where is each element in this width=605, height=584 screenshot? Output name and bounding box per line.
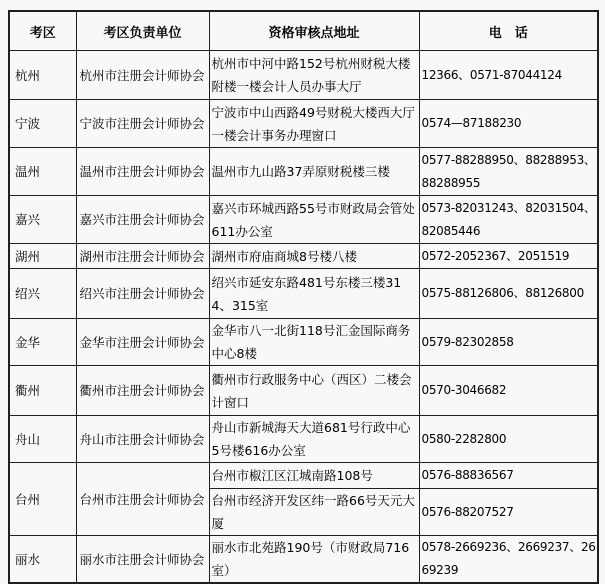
address-cell: 舟山市新城海天大道681号行政中心5号楼616办公室: [209, 416, 419, 463]
col-header-unit: 考区负责单位: [76, 11, 209, 51]
phone-cell: 0572-2052367、2051519: [419, 244, 598, 269]
table-row-taizhou-1: [9, 463, 598, 489]
address-cell: 台州市经济开发区纬一路66号天元大厦: [209, 489, 419, 536]
unit-cell: 绍兴市注册会计师协会: [76, 269, 209, 319]
table-row-lishui: [9, 536, 598, 584]
region-cell: 金华: [9, 319, 76, 366]
header-row: [9, 11, 598, 51]
address-cell: 杭州市中河中路152号杭州财税大楼附楼一楼会计人员办事大厅: [209, 51, 419, 100]
phone-cell: 0576-88836567: [419, 463, 598, 489]
unit-cell: 金华市注册会计师协会: [76, 319, 209, 366]
address-cell: 湖州市府庙商城8号楼八楼: [209, 244, 419, 269]
address-cell: 温州市九山路37弄原财税楼三楼: [209, 148, 419, 196]
table-row-jinhua: [9, 319, 598, 366]
table-row-ningbo: [9, 100, 598, 148]
phone-cell: 0577-88288950、88288953、88288955: [419, 148, 598, 196]
col-header-address: 资格审核点地址: [209, 11, 419, 51]
region-cell: 衢州: [9, 366, 76, 416]
region-cell: 温州: [9, 148, 76, 196]
region-cell: 舟山: [9, 416, 76, 463]
unit-cell: 湖州市注册会计师协会: [76, 244, 209, 269]
region-cell: 绍兴: [9, 269, 76, 319]
unit-cell: 丽水市注册会计师协会: [76, 536, 209, 584]
unit-cell: 舟山市注册会计师协会: [76, 416, 209, 463]
address-cell: 宁波市中山西路49号财税大楼西大厅一楼会计事务办理窗口: [209, 100, 419, 148]
phone-cell: 0579-82302858: [419, 319, 598, 366]
address-cell: 嘉兴市环城西路55号市财政局会管处611办公室: [209, 196, 419, 244]
table-row-hangzhou: [9, 51, 598, 100]
phone-cell: 0573-82031243、82031504、82085446: [419, 196, 598, 244]
unit-cell: 宁波市注册会计师协会: [76, 100, 209, 148]
table-row-quzhou: [9, 366, 598, 416]
phone-cell: 0578-2669236、2669237、2669239: [419, 536, 598, 584]
unit-cell: 衢州市注册会计师协会: [76, 366, 209, 416]
unit-cell: 台州市注册会计师协会: [76, 463, 209, 536]
region-cell: 嘉兴: [9, 196, 76, 244]
region-cell: 丽水: [9, 536, 76, 584]
review-points-table: [8, 10, 599, 584]
phone-cell: 0574—87188230: [419, 100, 598, 148]
unit-cell: 温州市注册会计师协会: [76, 148, 209, 196]
region-cell: 杭州: [9, 51, 76, 100]
table-row-wenzhou: [9, 148, 598, 196]
phone-cell: 0580-2282800: [419, 416, 598, 463]
address-cell: 绍兴市延安东路481号东楼三楼314、315室: [209, 269, 419, 319]
region-cell: 宁波: [9, 100, 76, 148]
phone-cell: 0575-88126806、88126800: [419, 269, 598, 319]
unit-cell: 杭州市注册会计师协会: [76, 51, 209, 100]
table-row-huzhou: [9, 244, 598, 269]
table-row-zhoushan: [9, 416, 598, 463]
address-cell: 金华市八一北街118号汇金国际商务中心8楼: [209, 319, 419, 366]
col-header-region: 考区: [9, 11, 76, 51]
phone-cell: 0576-88207527: [419, 489, 598, 536]
table-row-jiaxing: [9, 196, 598, 244]
region-cell: 湖州: [9, 244, 76, 269]
address-cell: 丽水市北苑路190号（市财政局716室）: [209, 536, 419, 584]
table-row-shaoxing: [9, 269, 598, 319]
unit-cell: 嘉兴市注册会计师协会: [76, 196, 209, 244]
col-header-phone: 电 话: [419, 11, 598, 51]
address-cell: 衢州市行政服务中心（西区）二楼会计窗口: [209, 366, 419, 416]
region-cell: 台州: [9, 463, 76, 536]
address-cell: 台州市椒江区江城南路108号: [209, 463, 419, 489]
phone-cell: 0570-3046682: [419, 366, 598, 416]
phone-cell: 12366、0571-87044124: [419, 51, 598, 100]
